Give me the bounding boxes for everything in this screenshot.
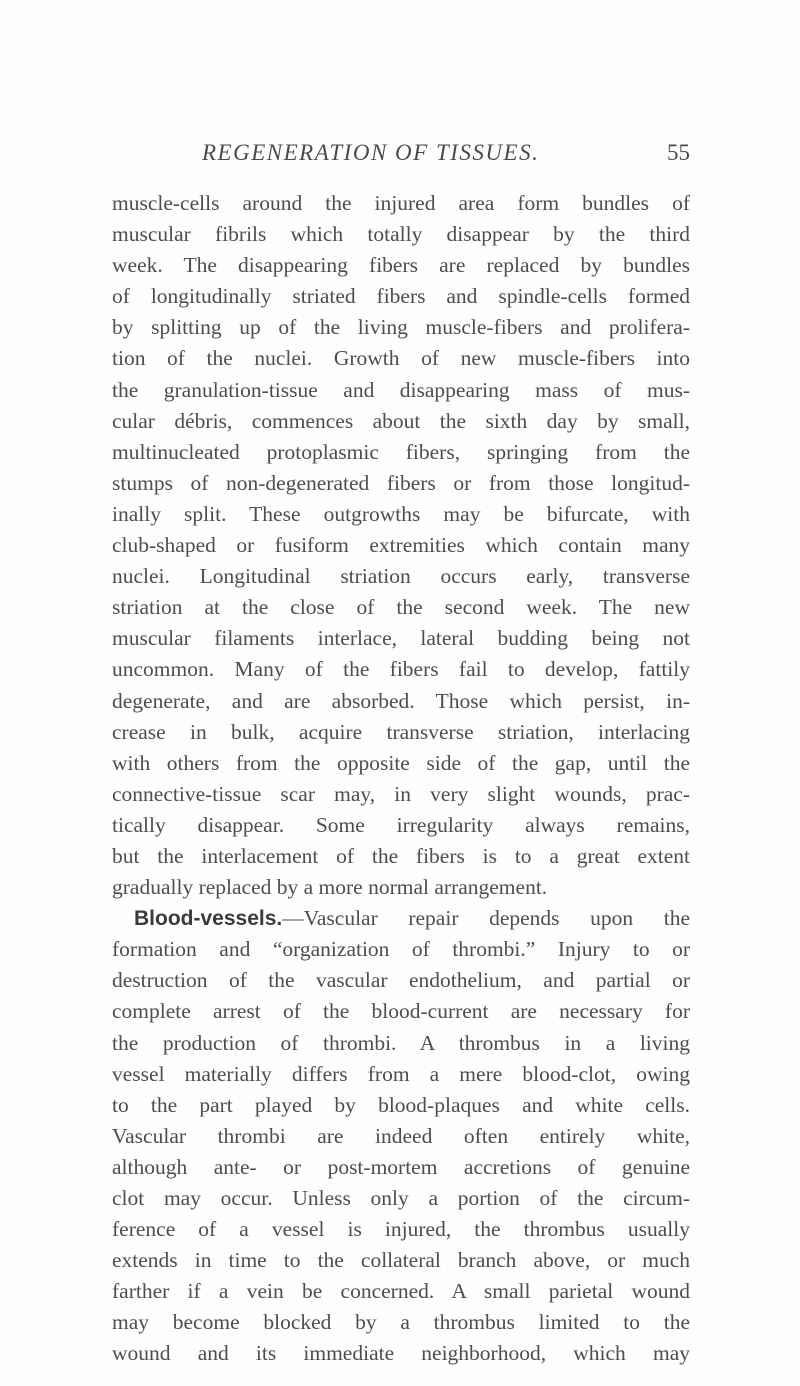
- text-line: farther if a vein be concerned. A small parietal wound: [112, 1279, 690, 1304]
- text-line: ference of a vessel is injured, the thrombus usually: [112, 1217, 690, 1242]
- text-line: muscular filaments interlace, lateral budding being not: [112, 626, 690, 651]
- text-line: of longitudinally striated fibers and spindle-cells formed: [112, 284, 690, 309]
- text-line: multinucleated protoplasmic fibers, springing from the: [112, 439, 690, 464]
- text-line: by splitting up of the living muscle-fibers and prolifera-: [112, 315, 690, 340]
- running-head: [112, 140, 690, 174]
- text-line: cular débris, commences about the sixth day by small,: [112, 408, 690, 433]
- text-line: gradually replaced by a more normal arrangement.: [112, 875, 548, 900]
- text-line: crease in bulk, acquire transverse striation, interlacing: [112, 719, 690, 744]
- text-line: inally split. These outgrowths may be bifurcate, with: [112, 501, 690, 526]
- text-line: tically disappear. Some irregularity always remains,: [112, 812, 690, 837]
- text-line: uncommon. Many of the fibers fail to develop, fattily: [112, 657, 690, 682]
- text-line: destruction of the vascular endothelium, and partial or: [112, 968, 690, 993]
- paragraph-blood-vessels: [112, 903, 690, 1369]
- body-text: [112, 188, 690, 1370]
- text-line: vessel materially differs from a mere blood-clot, owing: [112, 1061, 690, 1086]
- running-title: REGENERATION OF TISSUES.: [202, 140, 540, 165]
- text-line: connective-tissue scar may, in very slight wounds, prac-: [112, 781, 690, 806]
- text-line: to the part played by blood-plaques and white cells.: [112, 1092, 690, 1117]
- text-line: the granulation-tissue and disappearing mass of mus-: [112, 377, 690, 402]
- text-line: may become blocked by a thrombus limited to the: [112, 1310, 690, 1335]
- text-line: with others from the opposite side of the gap, until the: [112, 750, 690, 775]
- text-line: but the interlacement of the fibers is to a great extent: [112, 843, 690, 868]
- text-line: although ante- or post-mortem accretions of genuine: [112, 1154, 690, 1179]
- text-line: striation at the close of the second week. The new: [112, 595, 690, 620]
- text-line: club-shaped or fusiform extremities which contain many: [112, 533, 690, 558]
- text-line: muscle-cells around the injured area form bundles of: [112, 191, 690, 215]
- text-line: extends in time to the collateral branch above, or much: [112, 1248, 690, 1273]
- page-number: 55: [667, 140, 690, 165]
- text-line: the production of thrombi. A thrombus in a living: [112, 1030, 690, 1055]
- text-line: muscular fibrils which totally disappear by the third: [112, 222, 690, 247]
- text-line: stumps of non-degenerated fibers or from those longitud-: [112, 470, 690, 495]
- text-line: nuclei. Longitudinal striation occurs early, transverse: [112, 564, 690, 589]
- text-line: clot may occur. Unless only a portion of the circum-: [112, 1186, 690, 1210]
- text-line: formation and “organization of thrombi.” Injury to or: [112, 937, 690, 962]
- text-line: degenerate, and are absorbed. Those which persist, in-: [112, 688, 690, 713]
- heading-line-rest: —Vascular repair depends upon the: [282, 906, 690, 931]
- section-heading-blood-vessels: Blood-vessels.: [134, 907, 283, 931]
- text-line: complete arrest of the blood-current are necessary for: [112, 999, 690, 1024]
- text-line: tion of the nuclei. Growth of new muscle-fibers into: [112, 346, 690, 371]
- text-line: Vascular thrombi are indeed often entirely white,: [112, 1123, 690, 1148]
- paragraph-muscle-regeneration: [112, 188, 690, 903]
- text-line: wound and its immediate neighborhood, which may: [112, 1341, 690, 1366]
- text-line: [112, 903, 690, 934]
- text-line: week. The disappearing fibers are replaced by bundles: [112, 253, 690, 278]
